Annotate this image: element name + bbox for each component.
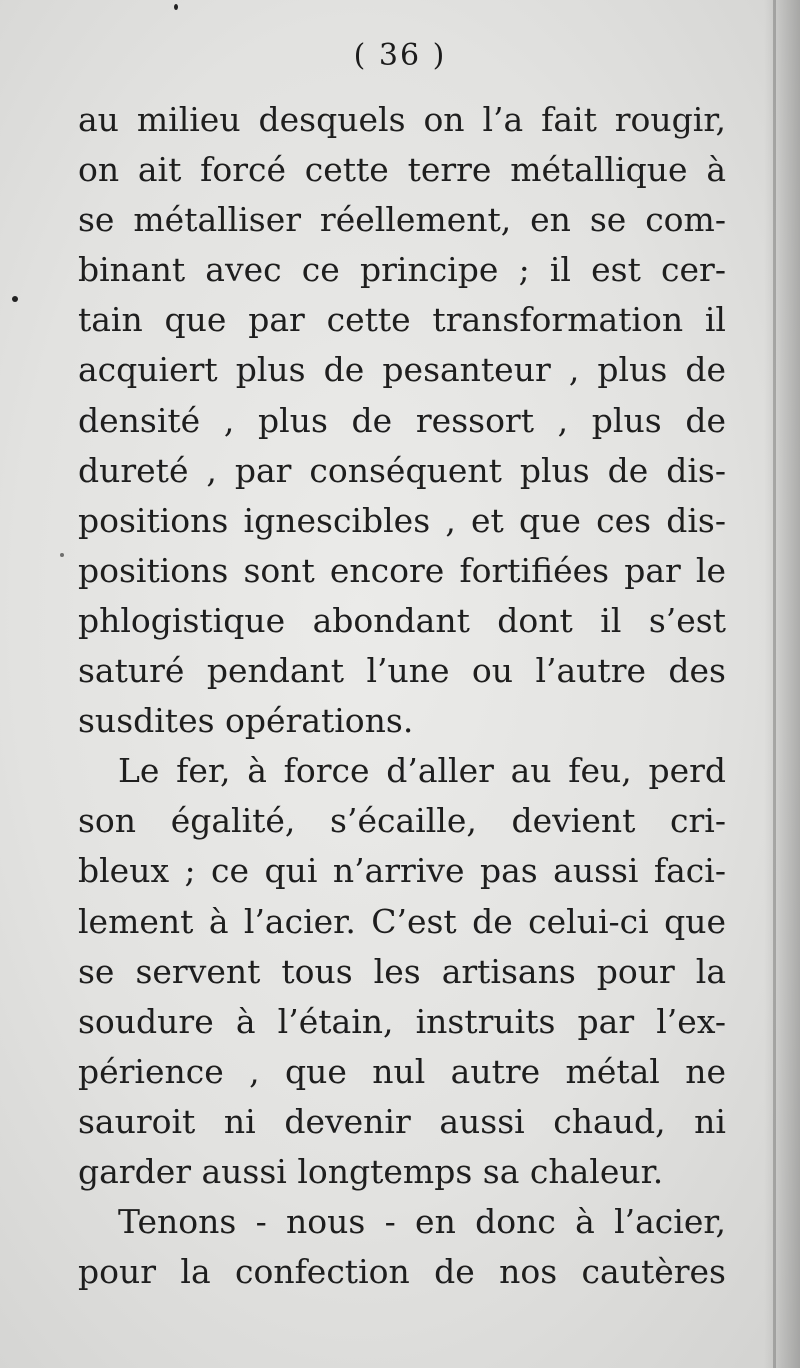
text-line: positions sont encore fortifiées par le [78,550,726,590]
text-line: lement à l’acier. C’est de celui-ci que [78,901,726,941]
text-line: susdites opérations. [78,701,414,741]
text-line: dureté , par conséquent plus de dis- [78,450,726,490]
text-line: saturé pendant l’une ou l’autre des [78,651,726,691]
text-line: son égalité, s’écaille, devient cri- [78,801,726,841]
text-line: garder aussi longtemps sa chaleur. [78,1151,664,1191]
text-line: sauroit ni devenir aussi chaud, ni [78,1101,726,1141]
ink-speck [174,4,178,10]
text-line: binant avec ce principe ; il est cer- [78,250,726,290]
page-number: ( 36 ) [353,38,447,73]
text-line: tain que par cette transformation il [78,300,726,340]
ink-speck [60,553,64,557]
page-edge-line [773,0,776,1368]
text-line: périence , que nul autre métal ne [78,1051,726,1091]
text-line: au milieu desquels on l’a fait rougir, [78,100,726,139]
text-line: pour la confection de nos cautères [78,1252,726,1292]
text-line: on ait forcé cette terre métallique à [78,150,726,190]
ink-speck [12,296,18,302]
text-line: Tenons - nous - en donc à l’acier, [118,1202,726,1242]
text-line: Le fer, à force d’aller au feu, perd [118,751,726,791]
body-text [78,95,726,1297]
text-line: se servent tous les artisans pour la [78,951,726,991]
text-line: bleux ; ce qui n’arrive pas aussi faci- [78,851,726,891]
text-line: positions ignescibles , et que ces dis- [78,500,726,540]
text-line: se métalliser réellement, en se com- [78,200,726,240]
text-line: soudure à l’étain, instruits par l’ex- [78,1001,726,1041]
text-line: acquiert plus de pesanteur , plus de [78,350,726,390]
text-line: phlogistique abondant dont il s’est [78,600,726,640]
text-line: densité , plus de ressort , plus de [78,400,726,440]
